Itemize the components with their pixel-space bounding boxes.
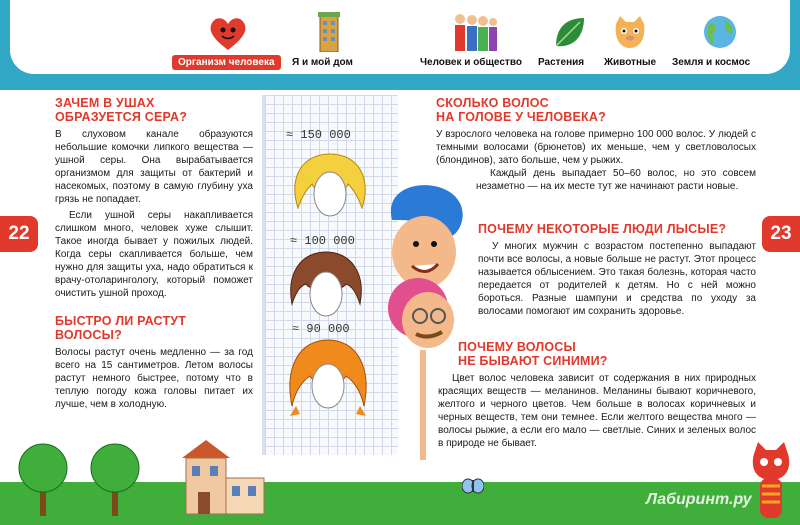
heading-blue-hair-line1: ПОЧЕМУ ВОЛОСЫ bbox=[458, 340, 576, 354]
heading-hair-count-line1: СКОЛЬКО ВОЛОС bbox=[436, 96, 549, 110]
heading-bald: ПОЧЕМУ НЕКОТОРЫЕ ЛЮДИ ЛЫСЫЕ? bbox=[478, 222, 727, 236]
page-number-right: 23 bbox=[762, 216, 800, 252]
heart-icon[interactable] bbox=[208, 14, 248, 52]
watermark: Лабиринт.ру bbox=[646, 491, 752, 508]
right-column-bottom bbox=[438, 340, 756, 450]
nav-home[interactable]: Я и мой дом bbox=[292, 57, 353, 68]
earth-icon[interactable] bbox=[702, 14, 738, 50]
paragraph: Цвет волос человека зависит от содержания в них природных красящих веществ — меланинов. Меланины бывают коричневого, желтого и черного цветов. Чем больше в волосах коричневых и черных веществ, тем они темнее. Если желтого вещества много — волосы рыжие, а если его мало — светлые. Синих и зеленых волос в природе не бывает. bbox=[438, 373, 756, 449]
house-icon[interactable] bbox=[318, 10, 340, 52]
paragraph: Волосы растут очень медленно — за год всего на 15 сантиметров. Летом волосы растут немного быстрее, потому что в теплую погоду кожа головы питает их лучше, чем в холодную. bbox=[55, 347, 253, 410]
blond-hair-illustration bbox=[288, 148, 372, 232]
count-red: ≈ 90 000 bbox=[292, 322, 350, 336]
leaf-icon[interactable] bbox=[552, 16, 586, 50]
header-banner bbox=[0, 0, 800, 90]
paragraph: В слуховом канале образуются небольшие комочки липкого вещества — ушной серы. Она вырабатывается организмом для защиты от бактерий и насекомых, поэтому в самую глубину уха грязь не попадает. bbox=[55, 129, 253, 205]
right-column-top bbox=[418, 96, 756, 193]
heading-earwax-line1: ЗАЧЕМ В УШАХ bbox=[55, 96, 155, 110]
nav-plants[interactable]: Растения bbox=[538, 57, 585, 68]
nav-society[interactable]: Человек и общество bbox=[420, 57, 522, 68]
paragraph: У взрослого человека на голове примерно 100 000 волос. У людей с темными волосами (брюнетов) их меньше, чем у светловолосых (блондинов), зато больше, чем у рыжих. bbox=[436, 129, 756, 166]
heading-hair-count-line2: НА ГОЛОВЕ У ЧЕЛОВЕКА? bbox=[436, 110, 606, 124]
people-icon[interactable] bbox=[452, 12, 498, 52]
heading-hair-count bbox=[418, 96, 756, 124]
heading-hair-growth-line1: БЫСТРО ЛИ РАСТУТ bbox=[55, 314, 187, 328]
heading-blue-hair bbox=[438, 340, 756, 368]
heading-blue-hair-line2: НЕ БЫВАЮТ СИНИМИ? bbox=[458, 354, 608, 368]
heading-hair-growth-line2: ВОЛОСЫ? bbox=[55, 328, 122, 342]
paragraph: Если ушной серы накапливается слишком много, человек хуже слышит. Такое иногда бывает у пожилых людей. Когда серы скапливается больше, чем нужно для защиты уха, надо обратиться к врачу-отоларингологу, который поможет очистить ушной проход. bbox=[55, 210, 253, 299]
heading-earwax-line2: ОБРАЗУЕТСЯ СЕРА? bbox=[55, 110, 188, 124]
building-illustration bbox=[176, 436, 266, 516]
count-blond: ≈ 150 000 bbox=[286, 128, 351, 142]
page-number-left: 22 bbox=[0, 216, 38, 252]
right-column-mid bbox=[478, 222, 756, 318]
tree-illustration bbox=[12, 438, 152, 518]
cat-icon[interactable] bbox=[612, 14, 648, 50]
heading-hair-growth bbox=[55, 314, 253, 342]
cat-character-illustration bbox=[748, 440, 794, 522]
butterfly-icon bbox=[462, 478, 484, 494]
count-brunette: ≈ 100 000 bbox=[290, 234, 355, 248]
brunette-hair-illustration bbox=[284, 248, 368, 328]
red-hair-illustration bbox=[286, 336, 370, 426]
nav-organizm[interactable]: Организм человека bbox=[172, 55, 281, 70]
nav-earth-space[interactable]: Земля и космос bbox=[672, 57, 751, 68]
paragraph: У многих мужчин с возрастом постепенно выпадают почти все волосы, а новые больше не растут. Этот процесс называется облысением. Это такая болезнь, которая часто передается от родителей к детям. Но с ней можно бороться. Разные шампуни и средства по уходу за волосами помогают им сохранить здоровье. bbox=[478, 241, 756, 317]
nav-animals[interactable]: Животные bbox=[604, 57, 657, 68]
paragraph: Каждый день выпадает 50–60 волос, но это совсем незаметно — на их месте тут же начинают расти новые. bbox=[476, 168, 756, 192]
heading-earwax bbox=[55, 96, 253, 124]
left-column bbox=[55, 96, 253, 411]
